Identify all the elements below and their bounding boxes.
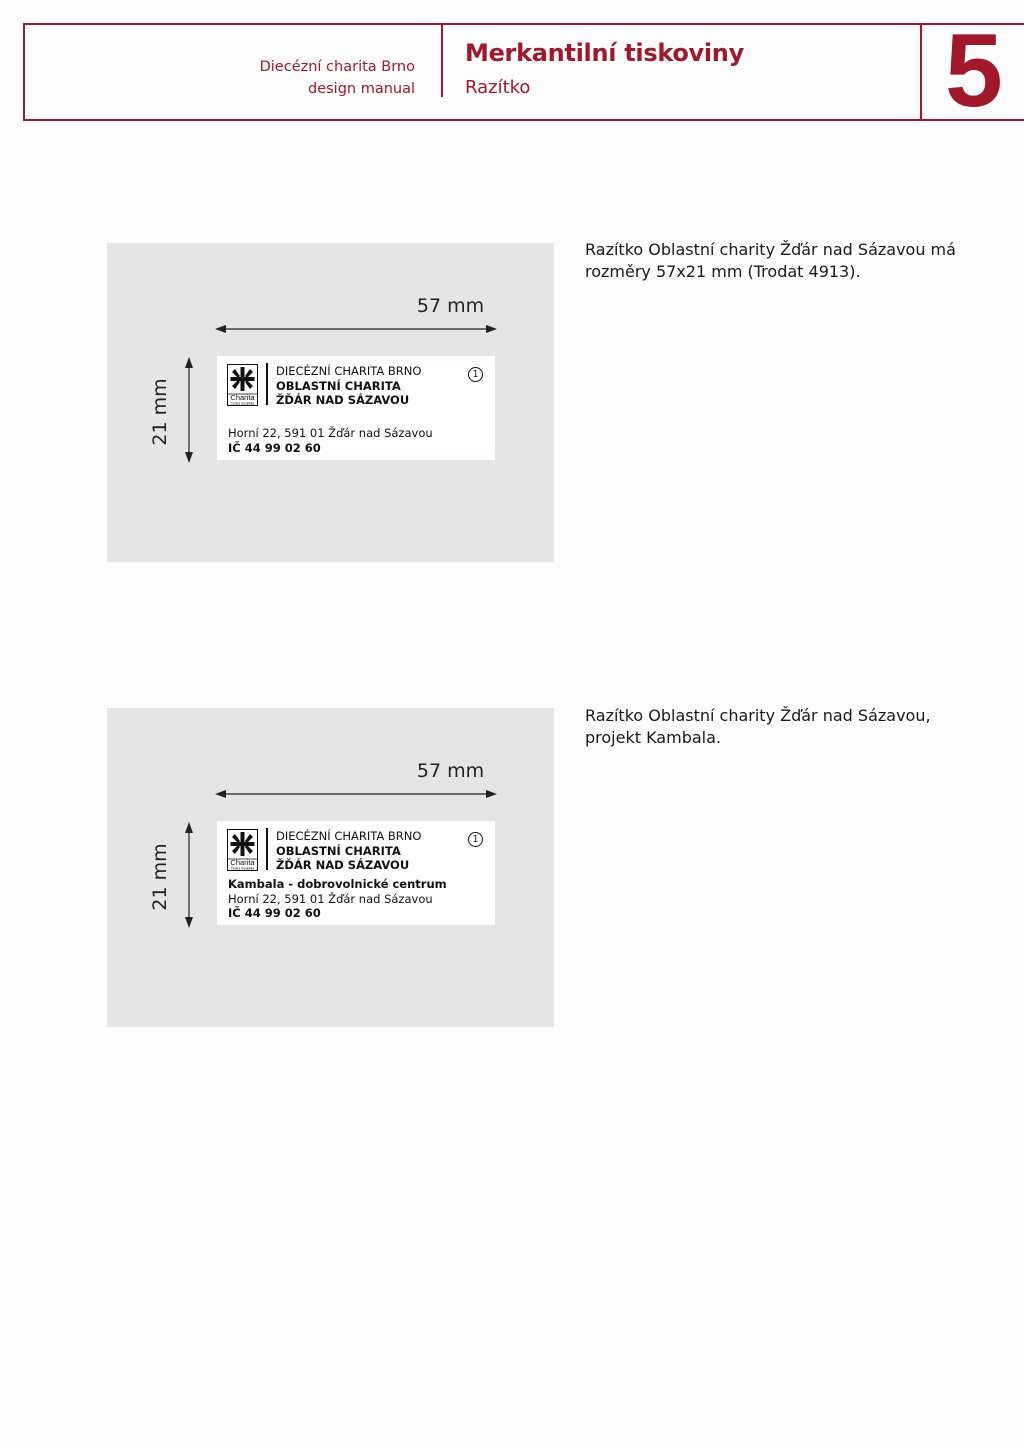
height-dimension-label: 21 mm (149, 843, 171, 911)
brand-line-1: Diecézní charita Brno (259, 59, 415, 75)
stamp-description-1: Razítko Oblastní charity Žďár nad Sázavou má rozměry 57x21 mm (Trodat 4913). (585, 240, 956, 281)
charita-logo-icon (227, 364, 258, 406)
width-dimension-label: 57 mm (416, 760, 485, 782)
section-subtitle: Razítko (465, 77, 531, 98)
stamp-preview (217, 821, 495, 925)
org-line-1: DIECÉZNÍ CHARITA BRNO (276, 364, 422, 378)
stamp-number-badge: 1 (468, 367, 483, 382)
stamp-description-2: Razítko Oblastní charity Žďár nad Sázavou, projekt Kambala. (585, 706, 931, 747)
header-divider (920, 25, 922, 119)
width-dimension-label: 57 mm (416, 295, 485, 317)
stamp-address: Horní 22, 591 01 Žďár nad Sázavou (228, 426, 433, 440)
stamp-ic: IČ 44 99 02 60 (228, 906, 321, 920)
logo-subtext: Česká republika (230, 401, 255, 406)
logo-text: Charita (230, 393, 255, 402)
height-arrow-icon (181, 357, 197, 463)
brand-line-2: design manual (307, 81, 415, 97)
stamp-project-name: Kambala - dobrovolnické centrum (228, 877, 447, 891)
logo-subtext: Česká republika (230, 866, 255, 871)
header-divider (441, 25, 443, 97)
stamp-preview (217, 356, 495, 460)
org-line-2: OBLASTNÍ CHARITA (276, 843, 401, 858)
page-header (23, 13, 1024, 129)
brand-block (25, 56, 415, 100)
organization-name (276, 829, 421, 873)
stamp-number-badge: 1 (468, 832, 483, 847)
width-arrow-icon (215, 321, 497, 337)
org-line-1: DIECÉZNÍ CHARITA BRNO (276, 829, 422, 843)
stamp-address: Horní 22, 591 01 Žďár nad Sázavou (228, 891, 433, 906)
stamp-address-block (228, 877, 447, 921)
stamp-address-block (228, 426, 433, 455)
stamp-panel-2 (107, 708, 554, 1027)
charita-logo-icon (227, 829, 258, 871)
stamp-ic: IČ 44 99 02 60 (228, 440, 321, 455)
page-number: 5 (945, 13, 1003, 129)
width-arrow-icon (215, 786, 497, 802)
organization-name (276, 364, 421, 408)
height-dimension-label: 21 mm (149, 378, 171, 446)
logo-divider (266, 363, 268, 405)
section-title: Merkantilní tiskoviny (465, 39, 744, 67)
org-line-3: ŽĎÁR NAD SÁZAVOU (276, 393, 410, 407)
logo-text: Charita (230, 858, 255, 867)
logo-divider (266, 828, 268, 870)
height-arrow-icon (181, 822, 197, 928)
org-line-3: ŽĎÁR NAD SÁZAVOU (276, 858, 410, 872)
stamp-panel-1 (107, 243, 554, 562)
org-line-2: OBLASTNÍ CHARITA (276, 378, 401, 393)
